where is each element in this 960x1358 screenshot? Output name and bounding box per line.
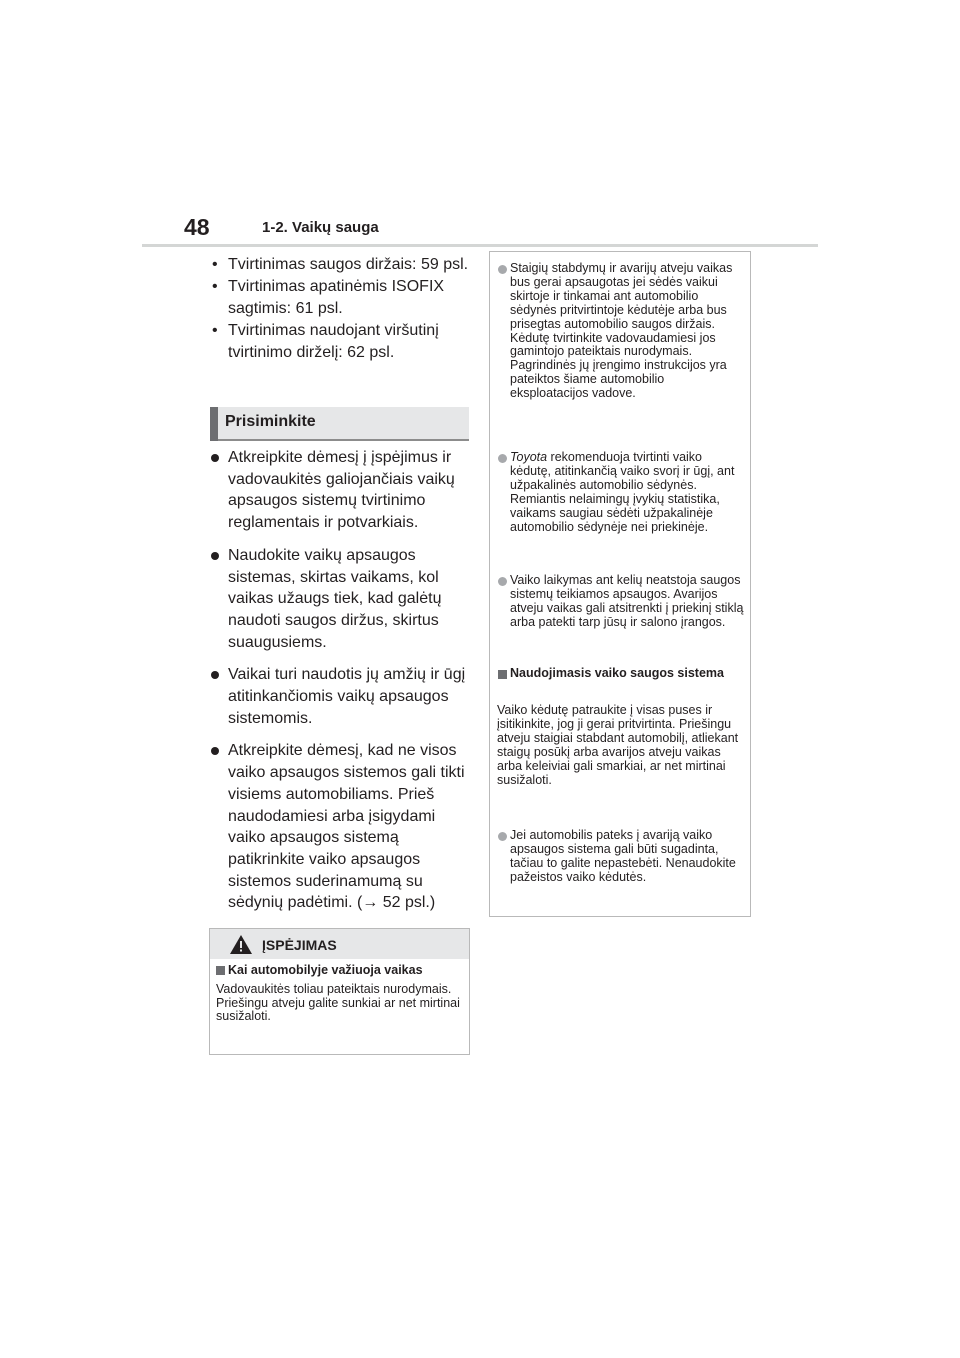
- remember-item-text: Atkreipkite dėmesį į įspėjimus ir vadovaukitės galiojančiais vaikų apsaugos sistemų tvirtinimo reglamentais ir potvarkiais.: [228, 449, 455, 532]
- info-box: [489, 251, 751, 917]
- reference-item: • Tvirtinimas saugos diržais: 59 psl.: [212, 254, 470, 276]
- heading-accent-bar: [210, 407, 218, 441]
- info-paragraph: [497, 704, 743, 787]
- bullet-icon: [211, 747, 219, 755]
- info-item: [498, 262, 744, 401]
- gray-bullet-icon: [498, 577, 507, 586]
- page-number: 48: [184, 214, 210, 240]
- remember-item: [210, 664, 472, 729]
- info-subheading: [498, 667, 744, 681]
- square-bullet-icon: [498, 670, 507, 679]
- brand-name: Toyota: [510, 450, 548, 464]
- bullet-icon: [211, 552, 219, 560]
- remember-item: [210, 545, 472, 654]
- remember-item-text: Vaikai turi naudotis jų amžių ir ūgį atitinkančiomis vaikų apsaugos sistemomis.: [228, 666, 466, 727]
- section-title: 1-2. Vaikų sauga: [262, 219, 379, 236]
- reference-item: • Tvirtinimas naudojant viršutinį tvirtinimo dirželį: 62 psl.: [212, 320, 470, 364]
- warning-body: [216, 983, 463, 1024]
- warning-header: [210, 929, 469, 959]
- info-item: [498, 574, 744, 630]
- info-item-text-rest: rekomenduoja tvirtinti vaiko kėdutę, atitinkančią vaiko svorį ir ūgį, ant užpakalinės automobilio sėdynės. Remiantis nelaimingų įvykių statistika, vaikams saugiau sėdėti užpakalinėje automobilio sėdynėje nei priekinėje.: [510, 450, 735, 534]
- warning-triangle-icon: [229, 934, 253, 955]
- info-item-text: Staigių stabdymų ir avarijų atveju vaikas bus gerai apsaugotas jei sėdės vaikui skirtoje ir tinkamai ant automobilio sėdynės pritvirtintoje kėdutėje arba bus prisegtas automobilio saugos diržais. Kėdutę tvirtinkite vadovaudamiesi jos gamintojo pateiktais nurodymais. Pagrindinės jų įrengimo instrukcijos yra pateiktos šiame automobilio eksploatacijos vadove.: [510, 261, 733, 401]
- info-paragraph-text: Vaiko kėdutę patraukite į visas puses ir įsitikinkite, jog ji gerai pritvirtinta. Priešingu atveju staigiai stabdant automobilį, atliekant staigų posūkį arba avarijos atveju vaikas arba keleiviai gali smarkiai, ar net mirtinai susižaloti.: [497, 703, 739, 787]
- remember-item: [210, 740, 472, 914]
- remember-title: Prisiminkite: [225, 413, 316, 430]
- gray-bullet-icon: [498, 832, 507, 841]
- remember-item-text: Naudokite vaikų apsaugos sistemas, skirtas vaikams, kol vaikas užaugs tiek, kad galėtų naudoti saugos diržus, skirtus suaugusiems.: [228, 546, 442, 651]
- remember-item-text: Atkreipkite dėmesį, kad ne visos vaiko apsaugos sistemos gali tikti visiems automobiliams. Prieš naudodamiesi arba įsigydami vaiko apsaugos sistemą patikrinkite vaiko apsaugos sistemos suderinamumą su sėdynių padėtimi. (→ 52 psl.): [228, 742, 465, 912]
- remember-heading-box: [210, 407, 469, 441]
- square-bullet-icon: [216, 966, 225, 975]
- info-item: [498, 451, 744, 534]
- info-item-text: [498, 451, 744, 534]
- gray-bullet-icon: [498, 454, 507, 463]
- info-item-text: Jei automobilis pateks į avariją vaiko apsaugos sistema gali būti sugadinta, tačiau to galite nepastebėti. Nenaudokite pažeistos vaiko kėdutės.: [510, 828, 736, 884]
- warning-body-line: Vadovaukitės toliau pateiktais nurodymais.: [216, 982, 452, 996]
- info-item-text: Vaiko laikymas ant kelių neatstoja saugos sistemų teikiamos apsaugos. Avarijos atveju vaikas gali atsitrenkti į priekinį stiklą arba patekti tarp jūsų ir salono įrangos.: [510, 573, 744, 629]
- remember-item: [210, 447, 472, 534]
- warning-box: [209, 928, 470, 1055]
- remember-list: [210, 447, 472, 925]
- reference-list: [212, 254, 470, 364]
- gray-bullet-icon: [498, 265, 507, 274]
- bullet-icon: [211, 671, 219, 679]
- info-subheading-text: Naudojimasis vaiko saugos sistema: [510, 666, 724, 680]
- header-divider: [142, 244, 818, 247]
- warning-body-line: Priešingu atveju galite sunkiai ar net mirtinai susižaloti.: [216, 995, 460, 1023]
- bullet-icon: [211, 454, 219, 462]
- warning-subheading: [216, 963, 469, 977]
- info-item: [498, 829, 744, 885]
- warning-subheading-text: Kai automobilyje važiuoja vaikas: [228, 963, 423, 977]
- reference-item: • Tvirtinimas apatinėmis ISOFIX sagtimis: 61 psl.: [212, 276, 470, 320]
- warning-label: ĮSPĖJIMAS: [262, 937, 337, 953]
